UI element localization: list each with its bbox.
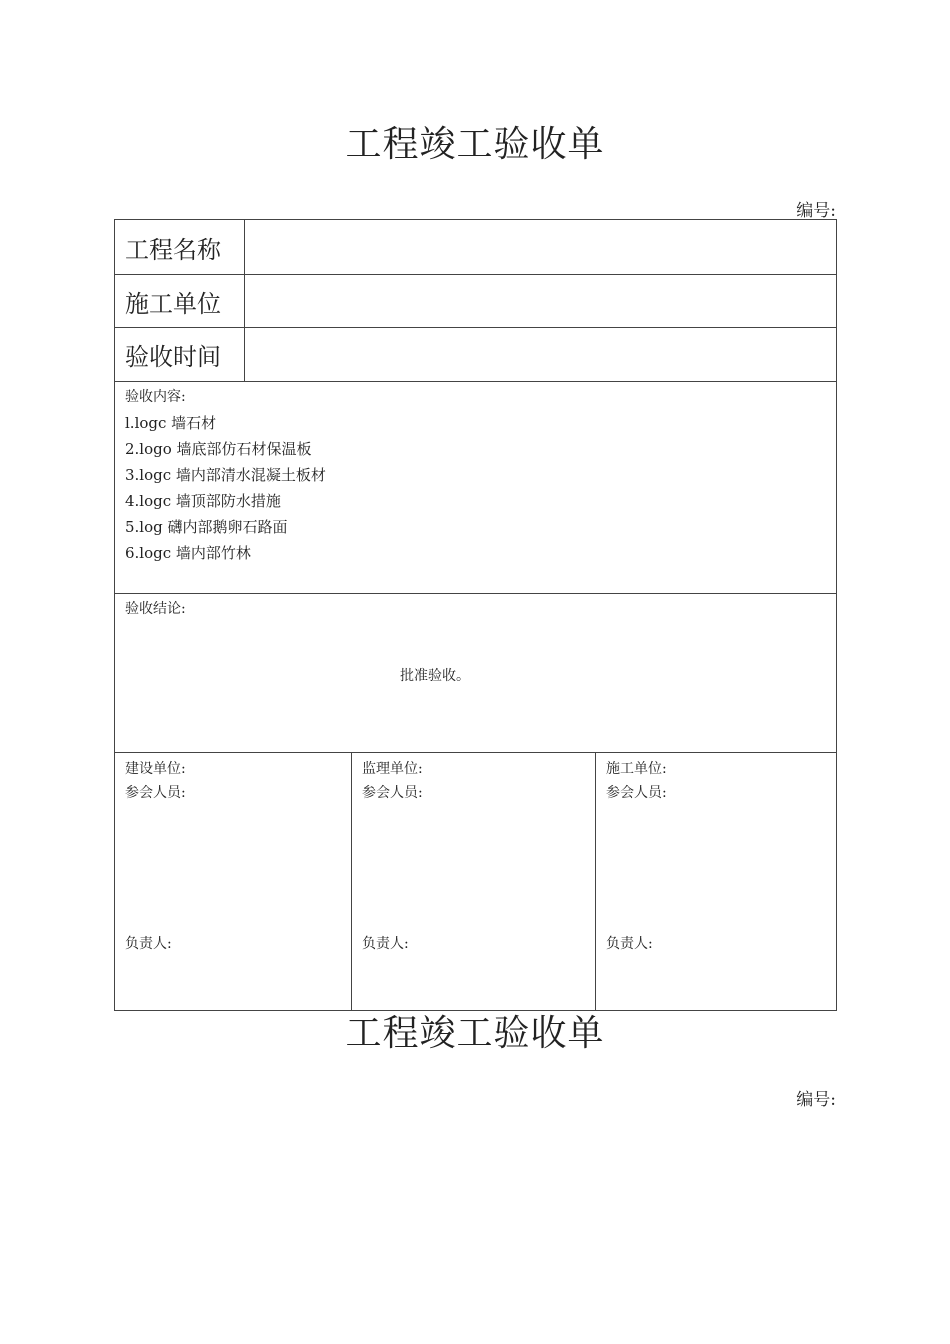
signature-unit-label: 施工单位:	[606, 761, 667, 777]
list-item: 2.logo 墙底部仿石材保温板	[125, 440, 312, 458]
field-value-construction-unit[interactable]	[245, 275, 836, 327]
signature-column-contractor	[596, 753, 836, 1010]
signature-column-owner	[115, 753, 352, 1010]
signature-attendees-label: 参会人员:	[606, 785, 667, 801]
acceptance-content-label: 验收内容:	[125, 389, 186, 405]
page-title-second: 工程竣工验收单	[345, 1013, 605, 1054]
list-item: l.logc 墙石材	[125, 414, 217, 432]
acceptance-content-list	[125, 410, 326, 566]
field-label-project-name: 工程名称	[115, 220, 245, 274]
acceptance-conclusion-text: 批准验收。	[400, 668, 470, 684]
list-item: 4.logc 墙顶部防水措施	[125, 492, 281, 510]
signature-unit-label: 建设单位:	[125, 761, 186, 777]
signature-unit-label: 监理单位:	[362, 761, 423, 777]
field-row-acceptance-time	[115, 328, 836, 382]
acceptance-conclusion-section	[115, 594, 836, 753]
serial-number-label: 编号:	[796, 201, 836, 221]
field-label-construction-unit: 施工单位	[115, 275, 245, 327]
list-item: 6.logc 墙内部竹林	[125, 544, 251, 562]
signature-attendees-label: 参会人员:	[125, 785, 186, 801]
field-value-project-name[interactable]	[245, 220, 836, 274]
list-item: 3.logc 墙内部清水混凝土板材	[125, 466, 326, 484]
acceptance-content-section	[115, 382, 836, 594]
signature-attendees-label: 参会人员:	[362, 785, 423, 801]
page-title: 工程竣工验收单	[345, 124, 605, 165]
signature-leader-label: 负责人:	[362, 936, 409, 952]
acceptance-form	[114, 219, 837, 1011]
field-row-project-name	[115, 220, 836, 275]
list-item: 5.log 礴内部鹅卵石路面	[125, 518, 288, 536]
field-row-construction-unit	[115, 275, 836, 328]
field-label-acceptance-time: 验收时间	[115, 328, 245, 381]
field-value-acceptance-time[interactable]	[245, 328, 836, 381]
signature-column-supervisor	[352, 753, 596, 1010]
acceptance-conclusion-label: 验收结论:	[125, 601, 186, 617]
signature-section	[115, 753, 836, 1010]
signature-leader-label: 负责人:	[606, 936, 653, 952]
signature-leader-label: 负责人:	[125, 936, 172, 952]
serial-number-label-second: 编号:	[796, 1090, 836, 1110]
